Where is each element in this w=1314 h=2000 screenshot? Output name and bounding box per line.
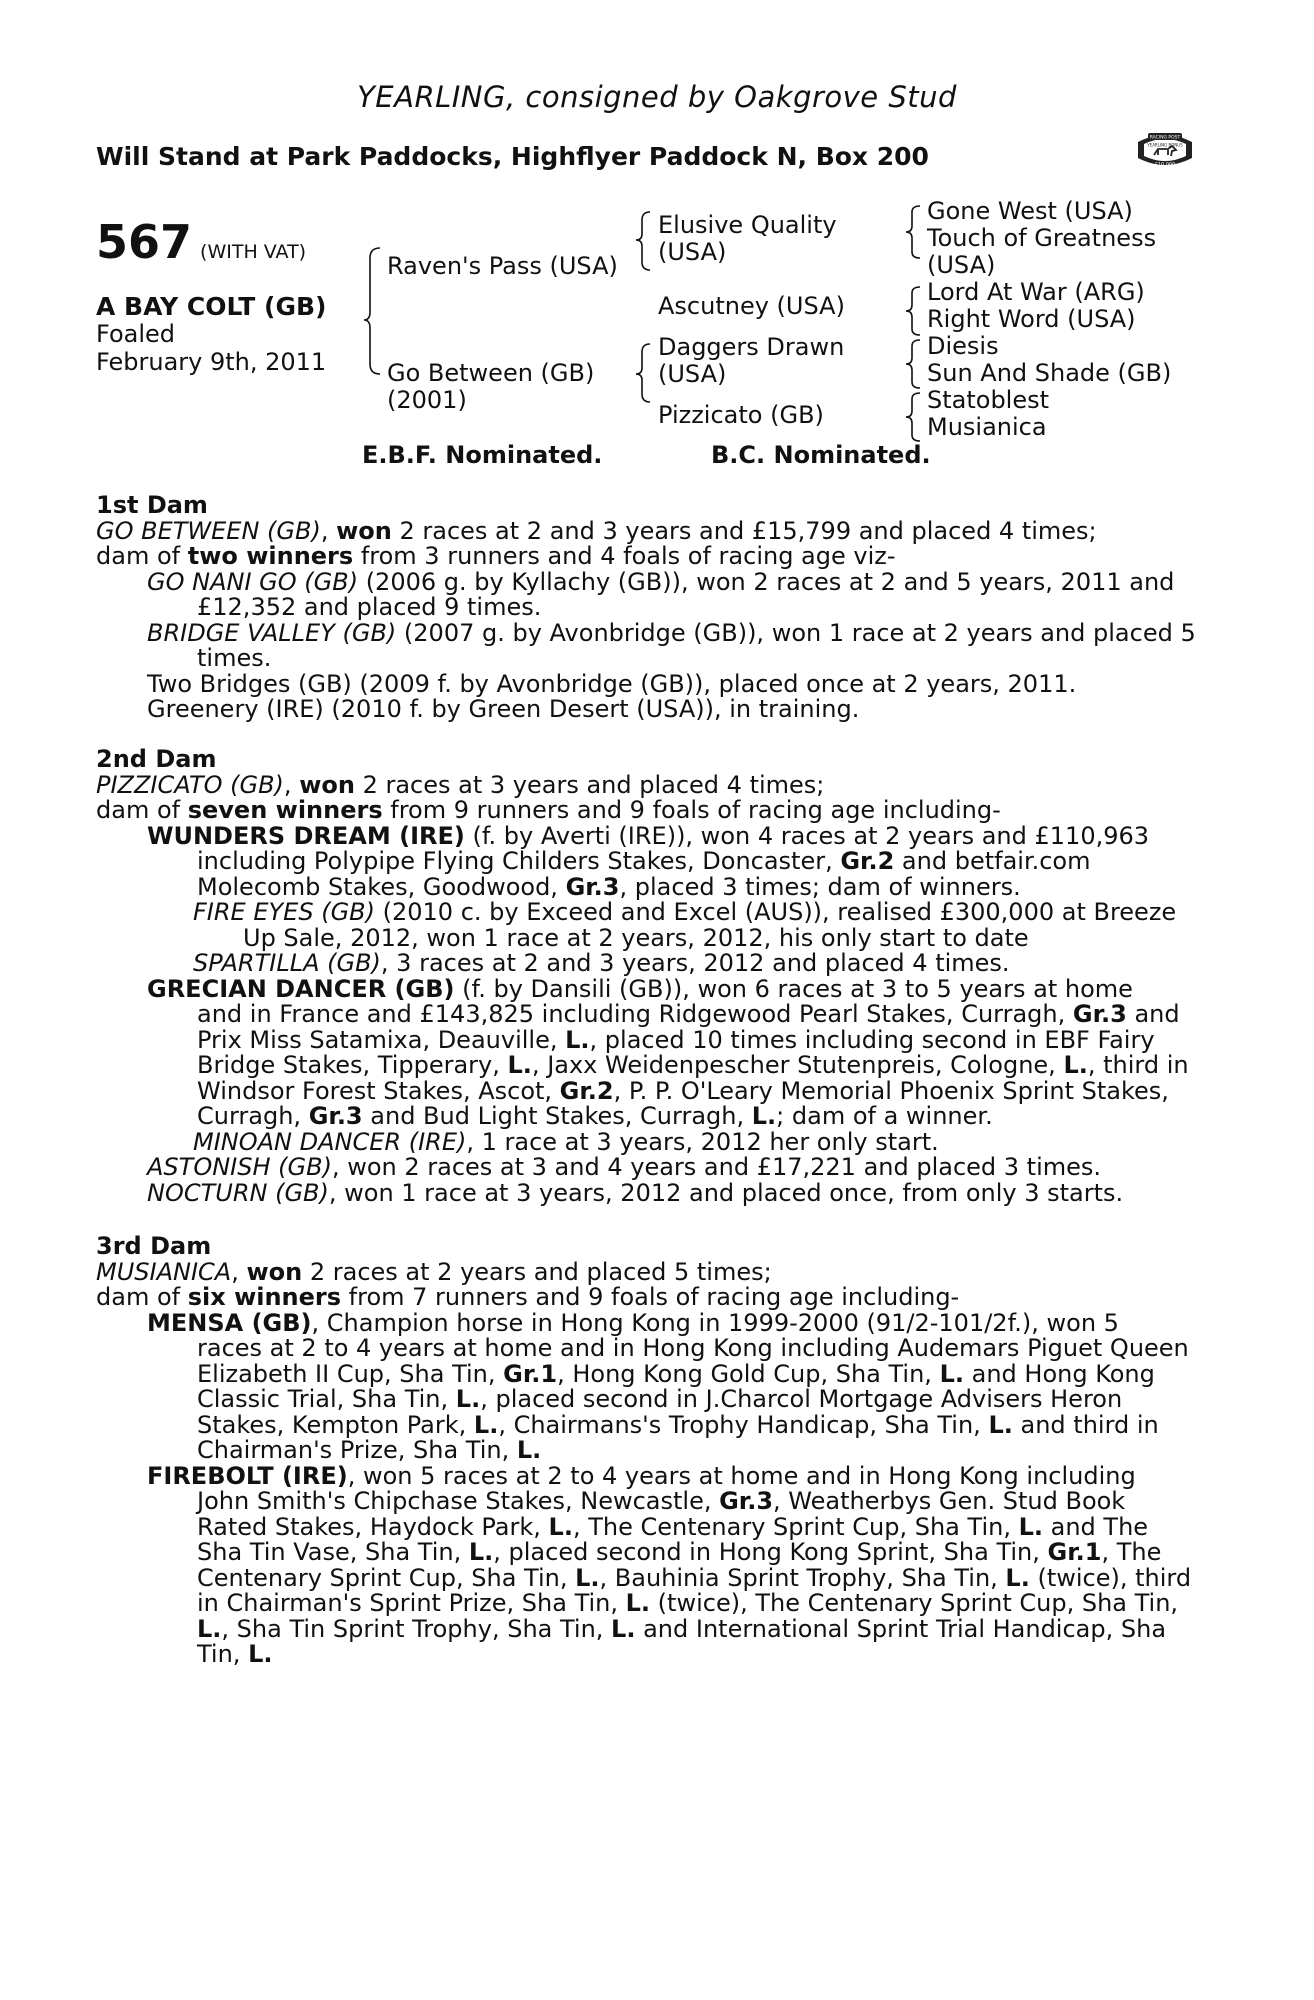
text-run: L. <box>473 1410 499 1439</box>
dam-name-line1: Go Between (GB) <box>387 359 595 387</box>
produce-entry-cont <box>96 1512 1202 1541</box>
text-run: from 7 runners and 9 foals of racing age including- <box>341 1283 960 1311</box>
text-run: and Bud Light Stakes, Curragh, <box>362 1102 752 1130</box>
text-run: , won 1 race at 3 years, 2012 and placed once, from only 3 starts. <box>328 1178 1124 1207</box>
second-dam-section <box>96 747 1202 1206</box>
dam-sire-line1: Daggers Drawn <box>658 333 845 361</box>
dam-name <box>387 360 594 414</box>
ggs-name: Musianica <box>927 413 1047 441</box>
dam-sire-line2: (USA) <box>658 360 727 388</box>
text-run: won <box>299 770 355 799</box>
text-run: L. <box>468 1538 494 1566</box>
text-run: dam of <box>96 1283 188 1311</box>
text-run: , Bauhinia Sprint Trophy, Sha Tin, <box>599 1563 1006 1592</box>
produce-entry-cont: races at 2 to 4 years at home and in Hong Kong including Audemars Piguet Queen <box>197 1334 1189 1362</box>
produce-summary <box>96 544 1202 570</box>
dam-dam: Pizzicato (GB) <box>658 401 824 429</box>
text-run: Gr.3 <box>1072 1000 1127 1028</box>
ggs-name: Statoblest <box>927 386 1050 414</box>
text-run: and The <box>1043 1512 1149 1541</box>
text-run: Sha Tin Vase, Sha Tin, <box>197 1538 469 1566</box>
text-run: , Jaxx Weidenpescher Stutenpreis, Cologne, <box>531 1051 1064 1079</box>
text-run: won <box>336 516 392 545</box>
ggs-name: Touch of Greatness <box>927 224 1157 252</box>
page-title: YEARLING, consigned by Oakgrove Stud <box>357 80 957 114</box>
produce-entry-cont <box>96 1053 1202 1079</box>
ggs-group-4 <box>927 387 1049 441</box>
text-run: seven winners <box>187 796 383 824</box>
text-run: , Weatherbys Gen. Stud Book <box>773 1487 1126 1515</box>
text-run: six winners <box>187 1283 342 1311</box>
text-run: Gr.2 <box>840 847 895 875</box>
text-run: Gr.1 <box>503 1359 558 1388</box>
text-run: L. <box>548 1512 573 1541</box>
produce-entry: Greenery (IRE) (2010 f. by Green Desert (USA)), in training. <box>147 695 860 723</box>
ggs-name: Lord At War (ARG) <box>927 278 1145 306</box>
ggs-group-2 <box>927 279 1145 333</box>
sire-sire-line2: (USA) <box>658 238 727 266</box>
produce-entry-cont: Up Sale, 2012, won 1 race at 2 years, 2012, his only start to date <box>243 923 1029 952</box>
text-run: Gr.1 <box>1047 1538 1102 1566</box>
text-run: Tin, <box>197 1640 249 1668</box>
badge-mid-text: YEARLING BONUS <box>1147 142 1183 148</box>
text-run: won <box>246 1257 303 1286</box>
produce-entry-cont <box>96 1076 1202 1105</box>
text-run: , The Centenary Sprint Cup, Sha Tin, <box>572 1512 1019 1541</box>
produce-entry <box>96 951 1202 977</box>
text-run: MUSIANICA <box>96 1257 232 1286</box>
ggs-group-3 <box>927 333 1171 387</box>
text-run: Molecomb Stakes, Goodwood, <box>197 872 566 901</box>
produce-entry-cont <box>96 1025 1202 1054</box>
text-run: Gr.3 <box>565 872 620 901</box>
text-run: FIREBOLT (IRE) <box>147 1461 348 1490</box>
produce-entry-cont <box>96 872 1202 901</box>
section-title: 1st Dam <box>96 491 208 519</box>
bc-nomination: B.C. Nominated. <box>711 441 931 469</box>
produce-entry <box>96 900 1202 926</box>
ggs-name: Diesis <box>927 332 999 360</box>
text-run: GRECIAN DANCER (GB) <box>147 974 455 1003</box>
dam-name: GO BETWEEN (GB) <box>96 516 321 545</box>
produce-entry-cont <box>96 1642 1202 1668</box>
text-run: (2007 g. by Avonbridge (GB)), won 1 race at 2 years and placed 5 <box>396 618 1196 647</box>
text-run: (2006 g. by Kyllachy (GB)), won 2 races at 2 and 5 years, 2011 and <box>358 567 1175 596</box>
produce-entry-cont <box>96 1359 1202 1388</box>
text-run: (2010 c. by Exceed and Excel (AUS)), realised £300,000 at Breeze <box>375 898 1177 926</box>
produce-entry-cont <box>96 1614 1202 1643</box>
text-run: 2 races at 2 and 3 years and £15,799 and placed 4 times; <box>391 516 1097 545</box>
text-run: in Chairman's Sprint Prize, Sha Tin, <box>197 1589 626 1617</box>
text-run: Curragh, <box>197 1102 309 1130</box>
text-run: Gr.2 <box>559 1076 614 1105</box>
text-run: L. <box>625 1589 651 1617</box>
text-run: L. <box>455 1385 481 1413</box>
text-run: , won 2 races at 3 and 4 years and £17,221 and placed 3 times. <box>331 1153 1102 1181</box>
produce-entry-cont <box>96 849 1202 875</box>
produce-entry-cont <box>96 1563 1202 1592</box>
text-run: L. <box>516 1436 542 1464</box>
text-run: , placed second in Hong Kong Sprint, Sha Tin, <box>493 1538 1048 1566</box>
text-run: Bridge Stakes, Tipperary, <box>197 1051 508 1079</box>
ggs-name: Gone West (USA) <box>927 197 1133 225</box>
produce-entry-cont <box>96 1410 1202 1439</box>
text-run: , Champion horse in Hong Kong in 1999-2000 (91/2-101/2f.), won 5 <box>311 1308 1119 1337</box>
text-run: L. <box>611 1614 636 1643</box>
ebf-nomination: E.B.F. Nominated. <box>362 441 603 469</box>
text-run: L. <box>565 1025 590 1054</box>
text-run: L. <box>507 1051 532 1079</box>
text-run: L. <box>197 1614 222 1643</box>
text-run: from 9 runners and 9 foals of racing age including- <box>382 796 1001 824</box>
text-run: , The <box>1101 1538 1162 1566</box>
produce-entry <box>96 1461 1202 1490</box>
text-run: L. <box>988 1410 1013 1439</box>
produce-entry-cont <box>96 1002 1202 1028</box>
text-run: , 1 race at 3 years, 2012 her only start. <box>466 1127 939 1156</box>
produce-entry <box>96 821 1202 850</box>
section-title: 2nd Dam <box>96 745 217 773</box>
text-run: ; dam of a winner. <box>776 1102 993 1130</box>
produce-entry-cont: times. <box>197 644 272 672</box>
ggs-name: Sun And Shade (GB) <box>927 359 1172 387</box>
badge-amount: £10,000 <box>1154 162 1176 168</box>
text-run: PIZZICATO (GB) <box>96 770 284 799</box>
produce-entry-cont <box>96 1104 1202 1130</box>
text-run: L. <box>1018 1512 1043 1541</box>
text-run: two winners <box>187 542 354 570</box>
text-run: , 3 races at 2 and 3 years, 2012 and placed 4 times. <box>380 949 1010 977</box>
text-run: , P. P. O'Leary Memorial Phoenix Sprint Stakes, <box>613 1076 1169 1105</box>
text-run: (twice), The Centenary Sprint Cup, Sha Tin, <box>650 1589 1179 1617</box>
third-dam-section <box>96 1234 1202 1668</box>
text-run: , Sha Tin Sprint Trophy, Sha Tin, <box>221 1614 612 1643</box>
text-run: , won 5 races at 2 to 4 years at home and in Hong Kong including <box>347 1461 1136 1490</box>
text-run: (twice), third <box>1029 1563 1192 1592</box>
dam-line: GO BETWEEN (GB), won 2 races at 2 and 3 years and £15,799 and placed 4 times; <box>96 516 1097 545</box>
produce-entry-cont <box>96 1489 1202 1515</box>
horse-description: A BAY COLT (GB) <box>96 292 327 321</box>
text-run: and in France and £143,825 including Ridgewood Pearl Stakes, Curragh, <box>197 1000 1073 1028</box>
text-run: Centenary Sprint Cup, Sha Tin, <box>197 1563 576 1592</box>
section-title: 3rd Dam <box>96 1232 212 1260</box>
text-run: L. <box>1063 1051 1088 1079</box>
sire-name: Raven's Pass (USA) <box>387 252 618 280</box>
text-run: Chairman's Prize, Sha Tin, <box>197 1436 517 1464</box>
text-run: and betfair.com <box>894 847 1091 875</box>
text-run: and International Sprint Trial Handicap, Sha <box>635 1614 1167 1643</box>
text-run: , placed 3 times; dam of winners. <box>619 872 1021 901</box>
text-run: and Hong Kong <box>963 1359 1155 1388</box>
produce-summary <box>96 798 1202 824</box>
text-run: , Hong Kong Gold Cup, Sha Tin, <box>557 1359 940 1388</box>
text-run: Rated Stakes, Haydock Park, <box>197 1512 549 1541</box>
text-run: , third in <box>1087 1051 1189 1079</box>
produce-summary <box>96 1285 1202 1311</box>
text-run: , placed second in J.Charcol Mortgage Advisers Heron <box>480 1385 1123 1413</box>
text-run: including Polypipe Flying Childers Stakes, Doncaster, <box>197 847 841 875</box>
text-run: L. <box>575 1563 600 1592</box>
sire-sire-line1: Elusive Quality <box>658 211 837 239</box>
produce-entry <box>96 1155 1202 1181</box>
text-run: 2 races at 2 years and placed 5 times; <box>302 1257 772 1286</box>
text-run: ASTONISH (GB) <box>147 1153 332 1181</box>
text-run: dam of <box>96 542 188 570</box>
text-run: NOCTURN (GB) <box>147 1178 329 1207</box>
text-run: from 3 runners and 4 foals of racing age viz- <box>353 542 896 570</box>
dam-sire <box>658 334 844 388</box>
sire-sire <box>658 212 837 266</box>
produce-entry: Two Bridges (GB) (2009 f. by Avonbridge (GB)), placed once at 2 years, 2011. <box>147 669 1077 698</box>
ggs-group-1 <box>927 198 1156 279</box>
text-run: Stakes, Kempton Park, <box>197 1410 474 1439</box>
text-run: MENSA (GB) <box>147 1308 312 1337</box>
text-run: Prix Miss Satamixa, Deauville, <box>197 1025 566 1054</box>
produce-entry-cont <box>96 1591 1202 1617</box>
foaled-label: Foaled <box>96 320 176 348</box>
text-run: Gr.3 <box>719 1487 774 1515</box>
produce-entry <box>96 974 1202 1003</box>
text-run: (f. by Dansili (GB)), won 6 races at 3 to 5 years at home <box>454 974 1133 1003</box>
ggs-name: Right Word (USA) <box>927 305 1136 333</box>
sire-dam: Ascutney (USA) <box>658 292 845 320</box>
text-run: John Smith's Chipchase Stakes, Newcastle, <box>197 1487 720 1515</box>
text-run: 2 races at 3 years and placed 4 times; <box>354 770 825 799</box>
text-run: , placed 10 times including second in EBF Fairy <box>589 1025 1155 1054</box>
ggs-name: (USA) <box>927 251 996 279</box>
first-dam-section <box>96 493 1202 723</box>
text-run: L. <box>939 1359 964 1388</box>
text-run: FIRE EYES (GB) <box>193 898 375 926</box>
stand-location: Will Stand at Park Paddocks, Highflyer Paddock N, Box 200 <box>96 142 929 171</box>
text-run: Windsor Forest Stakes, Ascot, <box>197 1076 560 1105</box>
text-run: Elizabeth II Cup, Sha Tin, <box>197 1359 504 1388</box>
produce-entry-cont <box>96 1438 1202 1464</box>
text-run: SPARTILLA (GB) <box>193 949 381 977</box>
dam-year: (2001) <box>387 386 467 414</box>
text-run: Gr.3 <box>308 1102 363 1130</box>
text-run: L. <box>1005 1563 1030 1592</box>
text-run: , Chairmans's Trophy Handicap, Sha Tin, <box>498 1410 989 1439</box>
produce-entry-cont <box>96 1540 1202 1566</box>
text-run: MINOAN DANCER (IRE) <box>193 1127 467 1156</box>
text-run: and third in <box>1012 1410 1159 1439</box>
text-run: dam of <box>96 796 188 824</box>
text-run: L. <box>248 1640 273 1668</box>
text-run: WUNDERS DREAM (IRE) <box>147 821 465 850</box>
produce-entry <box>96 1178 1202 1207</box>
produce-entry <box>96 618 1202 647</box>
text-run: Classic Trial, Sha Tin, <box>197 1385 456 1413</box>
text-run: (f. by Averti (IRE)), won 4 races at 2 years and £110,963 <box>464 821 1150 850</box>
dam-line: MUSIANICA, won 2 races at 2 years and placed 5 times; <box>96 1257 772 1286</box>
dam-line: PIZZICATO (GB), won 2 races at 3 years and placed 4 times; <box>96 770 825 799</box>
produce-entry <box>96 1127 1202 1156</box>
badge-top-text: RACING POST <box>1149 135 1181 141</box>
text-run: and <box>1126 1000 1180 1028</box>
produce-entry-cont: £12,352 and placed 9 times. <box>197 593 542 621</box>
lot-number: 567 <box>96 215 193 269</box>
text-run: GO NANI GO (GB) <box>147 567 359 596</box>
produce-entry <box>96 1308 1202 1337</box>
foaled-date: February 9th, 2011 <box>96 348 327 376</box>
text-run: L. <box>751 1102 777 1130</box>
text-run: BRIDGE VALLEY (GB) <box>147 618 397 647</box>
produce-entry <box>96 567 1202 596</box>
vat-note: (WITH VAT) <box>200 241 307 263</box>
produce-entry-cont <box>96 1387 1202 1413</box>
